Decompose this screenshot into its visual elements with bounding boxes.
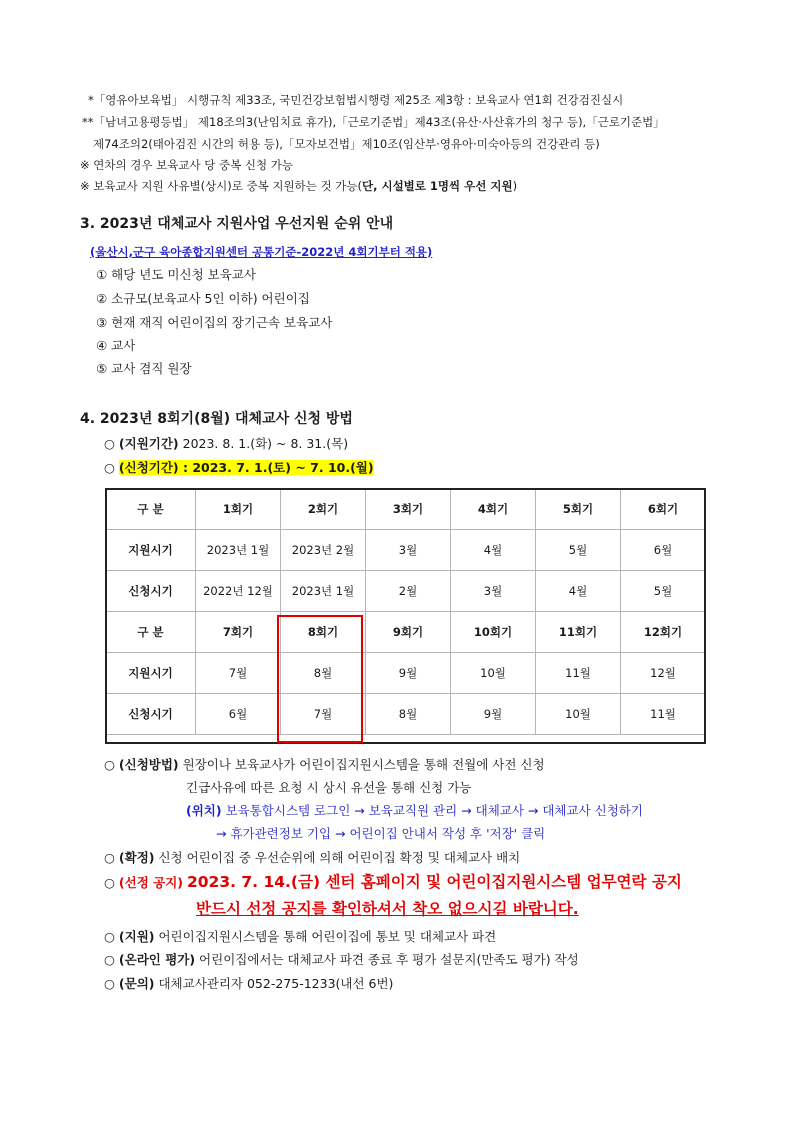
bullet-icon: ○ (104, 436, 115, 451)
table-row-label: 지원시기 (106, 653, 196, 694)
table-header-cell: 1회기 (196, 489, 281, 530)
bullet-icon: ○ (104, 875, 115, 890)
table-cell: 10월 (451, 653, 536, 694)
table-cell: 2023년 1월 (196, 530, 281, 571)
section-3-heading: 3. 2023년 대체교사 지원사업 우선지원 순위 안내 (80, 216, 394, 232)
note-bold: 단, 시설별로 1명씩 우선 지원 (361, 179, 513, 193)
table-header-cell: 12회기 (621, 612, 706, 653)
table-row (106, 653, 706, 694)
table-cell: 2월 (366, 571, 451, 612)
support-period-label: (지원기간) (118, 436, 179, 451)
table-header-cell: 8회기 (281, 612, 366, 653)
footnote-2-cont: 제74조의2(태아검진 시간의 허용 등),「모자보건법」제10조(임산부·영유아·미숙아등의 건강관리 등) (93, 137, 600, 151)
notice-text: 2023. 7. 14.(금) 센터 홈페이지 및 어린이집지원시스템 업무연락 공지 (186, 873, 682, 891)
priority-item-2: ② 소규모(보육교사 5인 이하) 어린이집 (96, 291, 310, 306)
note-annual-leave: ※ 연차의 경우 보육교사 당 중복 신청 가능 (80, 158, 293, 172)
table-row-label: 지원시기 (106, 530, 196, 571)
footnote-1: *「영유아보육법」 시행규칙 제33조, 국민건강보험법시행령 제25조 제3항 : 보육교사 연1회 건강검진실시 (88, 93, 624, 107)
evaluation-line (104, 952, 579, 968)
table-cell: 4월 (536, 571, 621, 612)
table-header-cell: 2회기 (281, 489, 366, 530)
footnote-2: **「남녀고용평등법」 제18조의3(난임치료 휴가),「근로기준법」제43조(유산·사산휴가의 청구 등),「근로기준법」 (82, 115, 665, 129)
location-path: 보육통합시스템 로그인 → 보육교직원 관리 → 대체교사 → 대체교사 신청하기 (225, 803, 643, 818)
table-cell: 9월 (366, 653, 451, 694)
location-label: (위치) (186, 803, 222, 818)
note-duplicate-support: ※ 보육교사 지원 사유별(상시)로 중복 지원하는 것 가능(단, 시설별로 1명씩 우선 지원) (80, 179, 518, 193)
table-cell: 2022년 12월 (196, 571, 281, 612)
method-text: 원장이나 보육교사가 어린이집지원시스템을 통해 전월에 사전 신청 (182, 757, 545, 772)
table-row (106, 694, 706, 735)
confirm-line (104, 850, 520, 866)
priority-item-4: ④ 교사 (96, 338, 136, 353)
section-3-subtitle: (울산시,군구 육아종합지원센터 공통기준-2022년 4회기부터 적용) (90, 245, 433, 259)
table-cell: 7월 (196, 653, 281, 694)
table-row (106, 489, 706, 530)
table-header-cell: 5회기 (536, 489, 621, 530)
table-header-cell: 7회기 (196, 612, 281, 653)
method-line-1 (104, 757, 545, 773)
evaluation-label: (온라인 평가) (118, 952, 196, 967)
table-header-cell: 6회기 (621, 489, 706, 530)
bullet-icon: ○ (104, 952, 115, 967)
schedule-table (105, 488, 706, 735)
table-cell: 3월 (366, 530, 451, 571)
evaluation-text: 어린이집에서는 대체교사 파견 종료 후 평가 설문지(만족도 평가) 작성 (199, 952, 579, 967)
table-row-label: 신청시기 (106, 571, 196, 612)
location-line-2: → 휴가관련정보 기입 → 어린이집 안내서 작성 후 '저장' 클릭 (216, 826, 546, 841)
support-period (104, 436, 348, 452)
table-cell: 9월 (451, 694, 536, 735)
inquiry-text: 대체교사관리자 052-275-1233(내선 6번) (158, 976, 394, 991)
table-cell: 2023년 1월 (281, 571, 366, 612)
location-line-1 (186, 803, 643, 819)
table-row (106, 612, 706, 653)
table-cell: 8월 (366, 694, 451, 735)
table-header-cell: 구 분 (106, 612, 196, 653)
bullet-icon: ○ (104, 460, 115, 475)
application-period (104, 460, 374, 476)
method-line-2: 긴급사유에 따른 요청 시 상시 유선을 통해 신청 가능 (186, 780, 472, 795)
confirm-label: (확정) (118, 850, 155, 865)
table-cell: 10월 (536, 694, 621, 735)
confirm-text: 신청 어린이집 중 우선순위에 의해 어린이집 확정 및 대체교사 배치 (158, 850, 521, 865)
table-row (106, 530, 706, 571)
notice-label: (선정 공지) (118, 875, 183, 890)
support-period-value: 2023. 8. 1.(화) ~ 8. 31.(목) (182, 436, 349, 451)
application-period-text: (신청기간) : 2023. 7. 1.(토) ~ 7. 10.(월) (118, 460, 374, 475)
bullet-icon: ○ (104, 850, 115, 865)
support-label: (지원) (118, 929, 155, 944)
priority-item-3: ③ 현재 재직 어린이집의 장기근속 보육교사 (96, 315, 333, 330)
table-cell: 11월 (621, 694, 706, 735)
support-text: 어린이집지원시스템을 통해 어린이집에 통보 및 대체교사 파견 (158, 929, 497, 944)
table-cell: 2023년 2월 (281, 530, 366, 571)
table-row (106, 571, 706, 612)
notice-line (104, 874, 682, 891)
table-cell: 12월 (621, 653, 706, 694)
table-header-cell: 3회기 (366, 489, 451, 530)
section-4-heading: 4. 2023년 8회기(8월) 대체교사 신청 방법 (80, 411, 353, 427)
table-cell: 3월 (451, 571, 536, 612)
inquiry-label: (문의) (118, 976, 155, 991)
table-cell: 11월 (536, 653, 621, 694)
table-cell: 5월 (621, 571, 706, 612)
table-cell: 6월 (196, 694, 281, 735)
support-line (104, 929, 496, 945)
table-header-cell: 10회기 (451, 612, 536, 653)
table-header-cell: 11회기 (536, 612, 621, 653)
notice-warning: 반드시 선정 공지를 확인하셔서 착오 없으시길 바랍니다. (196, 900, 579, 918)
priority-item-1: ① 해당 년도 미신청 보육교사 (96, 267, 256, 282)
table-cell: 6월 (621, 530, 706, 571)
table-header-cell: 4회기 (451, 489, 536, 530)
method-label: (신청방법) (118, 757, 179, 772)
table-cell: 5월 (536, 530, 621, 571)
table-cell: 4월 (451, 530, 536, 571)
table-header-cell: 9회기 (366, 612, 451, 653)
inquiry-line (104, 976, 393, 992)
bullet-icon: ○ (104, 929, 115, 944)
bullet-icon: ○ (104, 976, 115, 991)
priority-item-5: ⑤ 교사 겸직 원장 (96, 361, 192, 376)
table-cell: 7월 (281, 694, 366, 735)
bullet-icon: ○ (104, 757, 115, 772)
table-row-label: 신청시기 (106, 694, 196, 735)
table-header-cell: 구 분 (106, 489, 196, 530)
table-cell: 8월 (281, 653, 366, 694)
